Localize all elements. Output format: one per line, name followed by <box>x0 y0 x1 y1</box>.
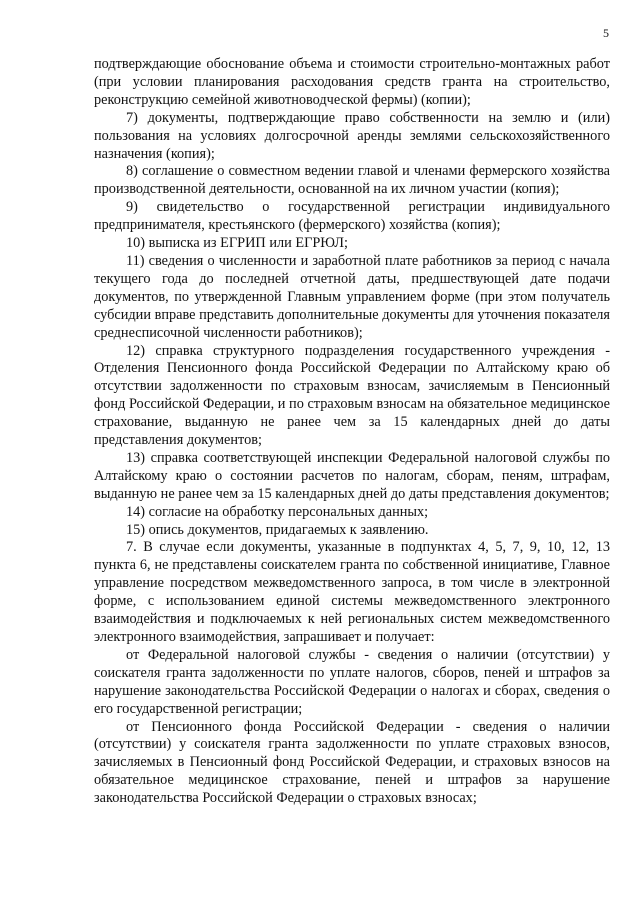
paragraph-item-14: 14) согласие на обработку персональных данных; <box>126 503 429 520</box>
paragraph-item-12: 12) справка структурного подразделения государственного учреждения - Отделения Пенсионного фонда Российской Федерации по Алтайскому краю об отсутствии задолженности по страховым взносам, зачисляемым в Пенсионный фонд Российской Федерации, и по страховым взносам на обязательное медицинское страхование, выданную не ранее чем за 15 календарных дней до даты представления документов; <box>94 342 610 449</box>
paragraph-item-13: 13) справка соответствующей инспекции Федеральной налоговой службы по Алтайскому краю о состоянии расчетов по налогам, сборам, пеням, штрафам, выданную не ранее чем за 15 календарных дней до даты представления документов; <box>94 449 610 502</box>
paragraph-item-7: 7) документы, подтверждающие право собственности на землю и (или) пользования на условиях долгосрочной аренды землями сельскохозяйственного назначения (копия); <box>94 109 610 162</box>
paragraph-item-9: 9) свидетельство о государственной регистрации индивидуального предпринимателя, крестьянского (фермерского) хозяйства (копия); <box>94 199 610 234</box>
paragraph-fns-request: от Федеральной налоговой службы - сведения о наличии (отсутствии) у соискателя гранта задолженности по уплате налогов, сборов, пеней и штрафов за нарушение законодательства Российской Федерации о налогах и сборах, сведения о его государственной регистрации; <box>94 646 610 717</box>
paragraph-pfr-request: от Пенсионного фонда Российской Федерации - сведения о наличии (отсутствии) у соискателя гранта задолженности по уплате страховых взносов, зачисляемых в Пенсионный фонд Российской Федерации, и страховых взносов на обязательное медицинское страхование, пеней и штрафов за нарушение законодательства Российской Федерации о страховых взносах; <box>94 718 610 807</box>
paragraph-continuation: подтверждающие обоснование объема и стоимости строительно-монтажных работ (при условии планирования расходования средств гранта на строительство, реконструкцию семейной животноводческой фермы) (копии); <box>94 56 610 108</box>
paragraph-item-8: 8) соглашение о совместном ведении главой и членами фермерского хозяйства производственной деятельности, основанной на их личном участии (копия); <box>94 163 610 198</box>
paragraph-item-15: 15) опись документов, придагаемых к заявлению. <box>126 521 429 538</box>
paragraph-section-7: 7. В случае если документы, указанные в подпунктах 4, 5, 7, 9, 10, 12, 13 пункта 6, не представлены соискателем гранта по собственной инициативе, Главное управление посредством межведомственного запроса, в том числе в электронной форме, с использованием единой системы межведомственного электронного взаимодействия и подключаемых к ней региональных систем межведомственного электронного взаимодействия, запрашивает и получает: <box>94 539 610 645</box>
paragraph-item-10: 10) выписка из ЕГРИП или ЕГРЮЛ; <box>126 235 348 252</box>
paragraph-item-11: 11) сведения о численности и заработной плате работников за период с начала текущего года до последней отчетной даты, предшествующей дате подачи документов, по утвержденной Главным управлением форме (при этом получатель субсидии вправе представить дополнительные документы для уточнения показателя среднесписочной численности работников); <box>94 252 610 341</box>
page-number: 5 <box>603 26 609 40</box>
document-body <box>94 56 610 808</box>
